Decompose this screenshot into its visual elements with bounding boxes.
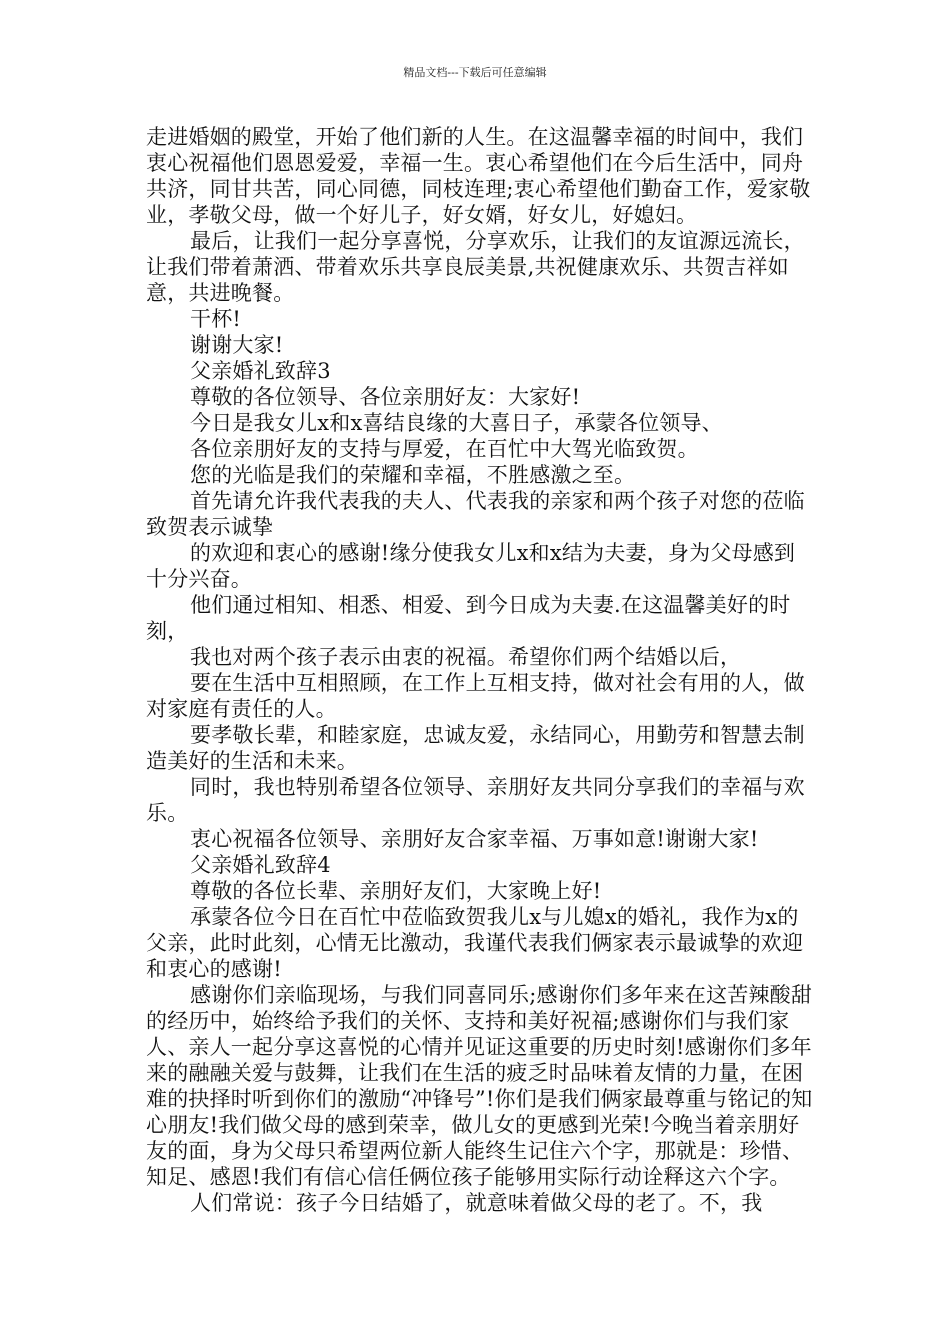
paragraph-7: 今日是我女儿x和x喜结良缘的大喜日子，承蒙各位领导、 <box>190 411 723 435</box>
paragraph-14: 要在生活中互相照顾，在工作上互相支持，做对社会有用的人，做对家庭有责任的人。 <box>146 671 805 721</box>
paragraph-3: 干杯! <box>190 307 242 331</box>
section-heading-4: 父亲婚礼致辞4 <box>190 853 331 877</box>
paragraph-2: 最后，让我们一起分享喜悦，分享欢乐，让我们的友谊源远流长，让我们带着萧洒、带着欢乐共享良辰美景,共祝健康欢乐、共贺吉祥如意，共进晚餐。 <box>146 229 805 305</box>
paragraph-15: 要孝敬长辈，和睦家庭，忠诚友爱，永结同心，用勤劳和智慧去制造美好的生活和未来。 <box>146 723 805 773</box>
paragraph-1: 走进婚姻的殿堂，开始了他们新的人生。在这温馨幸福的时间中，我们衷心祝福他们恩恩爱爱，幸福一生。衷心希望他们在今后生活中，同舟共济，同甘共苦，同心同德，同枝连理;衷心希望他们勤奋工作，爱家敬业，孝敬父母，做一个好儿子，好女婿，好女儿，好媳妇。 <box>146 125 811 227</box>
paragraph-19: 尊敬的各位长辈、亲朋好友们，大家晚上好! <box>190 879 602 903</box>
paragraph-8: 各位亲朋好友的支持与厚爱，在百忙中大驾光临致贺。 <box>190 437 699 461</box>
paragraph-11: 的欢迎和衷心的感谢!缘分使我女儿x和x结为夫妻，身为父母感到十分兴奋。 <box>146 541 796 591</box>
paragraph-9: 您的光临是我们的荣耀和幸福，不胜感激之至。 <box>190 463 636 487</box>
paragraph-21: 感谢你们亲临现场，与我们同喜同乐;感谢你们多年来在这苦辣酸甜的经历中，始终给予我们的关怀、支持和美好祝福;感谢你们与我们家人、亲人一起分享这喜悦的心情并见证这重要的历史时刻!感谢你们多年来的融融关爱与鼓舞，让我们在生活的疲乏时品味着友情的力量，在困难的抉择时听到你们的激励“冲锋号”!你们是我们俩家最尊重与铭记的知心朋友!我们做父母的感到荣幸，做儿女的更感到光荣!今晚当着亲朋好友的面，身为父母只希望两位新人能终生记住六个字，那就是：珍惜、知足、感恩!我们有信心信任俩位孩子能够用实际行动诠释这六个字。 <box>146 983 813 1189</box>
paragraph-16: 同时，我也特别希望各位领导、亲朋好友共同分享我们的幸福与欢乐。 <box>146 775 805 825</box>
paragraph-13: 我也对两个孩子表示由衷的祝福。希望你们两个结婚以后， <box>190 645 742 669</box>
paragraph-22: 人们常说：孩子今日结婚了，就意味着做父母的老了。不，我 <box>190 1191 763 1215</box>
paragraph-12: 他们通过相知、相悉、相爱、到今日成为夫妻.在这温馨美好的时刻， <box>146 593 791 643</box>
paragraph-17: 衷心祝福各位领导、亲朋好友合家幸福、万事如意!谢谢大家! <box>190 827 759 851</box>
paragraph-4: 谢谢大家! <box>190 333 284 357</box>
paragraph-6: 尊敬的各位领导、各位亲朋好友：大家好! <box>190 385 581 409</box>
section-heading-3: 父亲婚礼致辞3 <box>190 359 331 383</box>
paragraph-20: 承蒙各位今日在百忙中莅临致贺我儿x与儿媳x的婚礼，我作为x的父亲，此时此刻，心情无比激动，我谨代表我们俩家表示最诚挚的欢迎和衷心的感谢! <box>146 905 804 981</box>
document-body <box>146 124 816 1216</box>
paragraph-10: 首先请允许我代表我的夫人、代表我的亲家和两个孩子对您的莅临致贺表示诚挚 <box>146 489 805 539</box>
page-header: 精品文档---下载后可任意编辑 <box>403 66 547 79</box>
